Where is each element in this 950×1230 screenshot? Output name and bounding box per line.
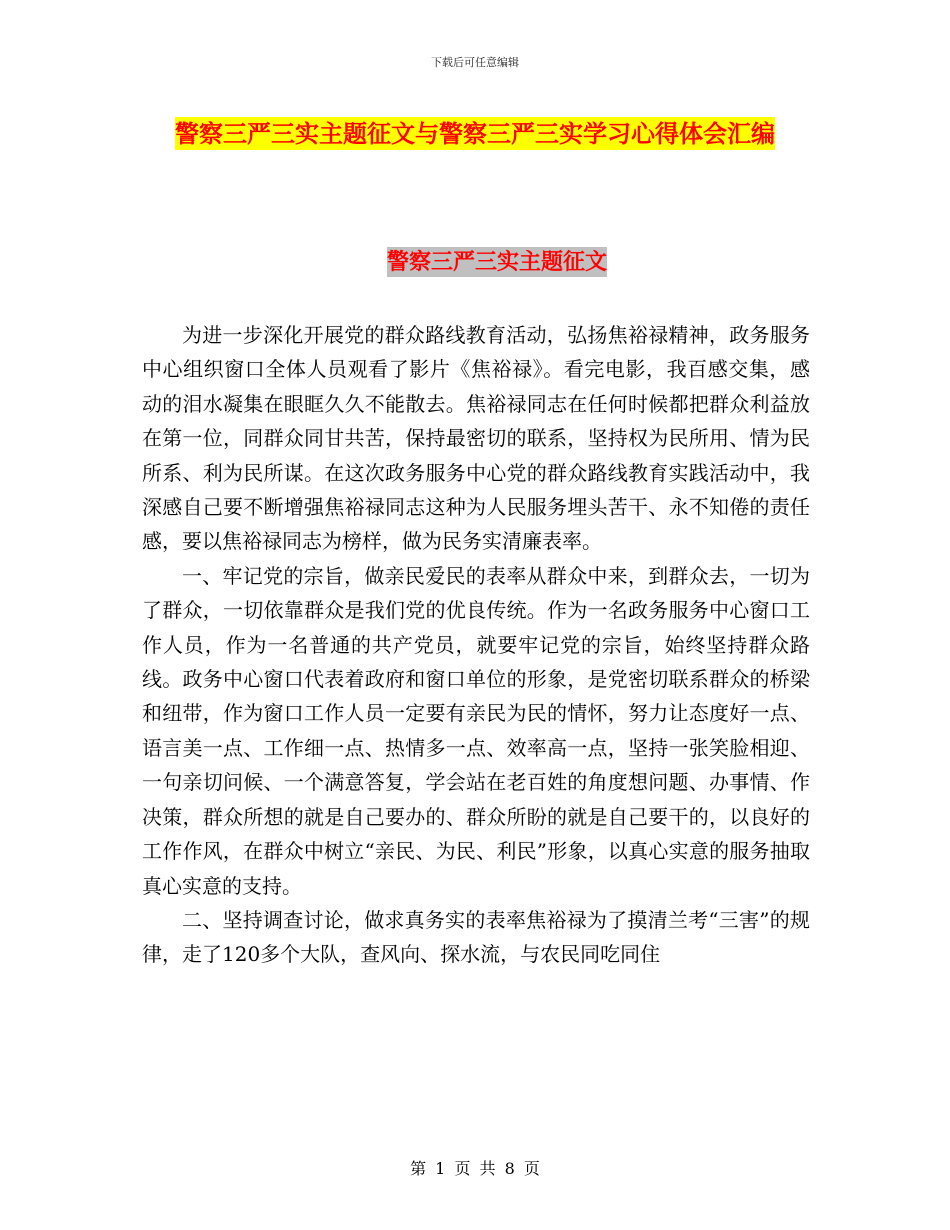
paragraph-intro: 为进一步深化开展党的群众路线教育活动，弘扬焦裕禄精神，政务服务中心组织窗口全体人员观看了影片《焦裕禄》。看完电影，我百感交集，感动的泪水凝集在眼眶久久不能散去。焦裕禄同志在任何时候都把群众利益放在第一位，同群众同甘共苦，保持最密切的联系，坚持权为民所用、情为民所系、利为民所谋。在这次政务服务中心党的群众路线教育实践活动中，我深感自己要不断增强焦裕禄同志这种为人民服务埋头苦干、永不知倦的责任感，要以焦裕禄同志为榜样，做为民务实清廉表率。 <box>142 323 810 554</box>
main-title <box>140 112 810 156</box>
header-note: 下载后可任意编辑 <box>431 56 519 69</box>
paragraph-one: 一、牢记党的宗旨，做亲民爱民的表率从群众中来，到群众去，一切为了群众，一切依靠群众是我们党的优良传统。作为一名政务服务中心窗口工作人员，作为一名普通的共产党员，就要牢记党的宗旨，始终坚持群众路线。政务中心窗口代表着政府和窗口单位的形象，是党密切联系群众的桥梁和纽带，作为窗口工作人员一定要有亲民为民的情怀，努力让态度好一点、语言美一点、工作细一点、热情多一点、效率高一点，坚持一张笑脸相迎、一句亲切问候、一个满意答复，学会站在老百姓的角度想问题、办事情、作决策，群众所想的就是自己要办的、群众所盼的就是自己要干的，以良好的工作作风，在群众中树立“亲民、为民、利民”形象，以真心实意的服务抽取真心实意的支持。 <box>142 563 810 898</box>
main-title-text: 警察三严三实主题征文与警察三严三实学习心得体会汇编 <box>175 119 775 148</box>
body-text <box>142 318 810 972</box>
page-footer: 第 1 页 共 8 页 <box>410 1159 540 1178</box>
section-title <box>0 244 950 280</box>
section-title-text: 警察三严三实主题征文 <box>386 249 607 275</box>
paragraph-two: 二、坚持调查讨论，做求真务实的表率焦裕禄为了摸清兰考“三害”的规律，走了120多个大队，查风向、探水流，与农民同吃同住 <box>142 907 810 967</box>
